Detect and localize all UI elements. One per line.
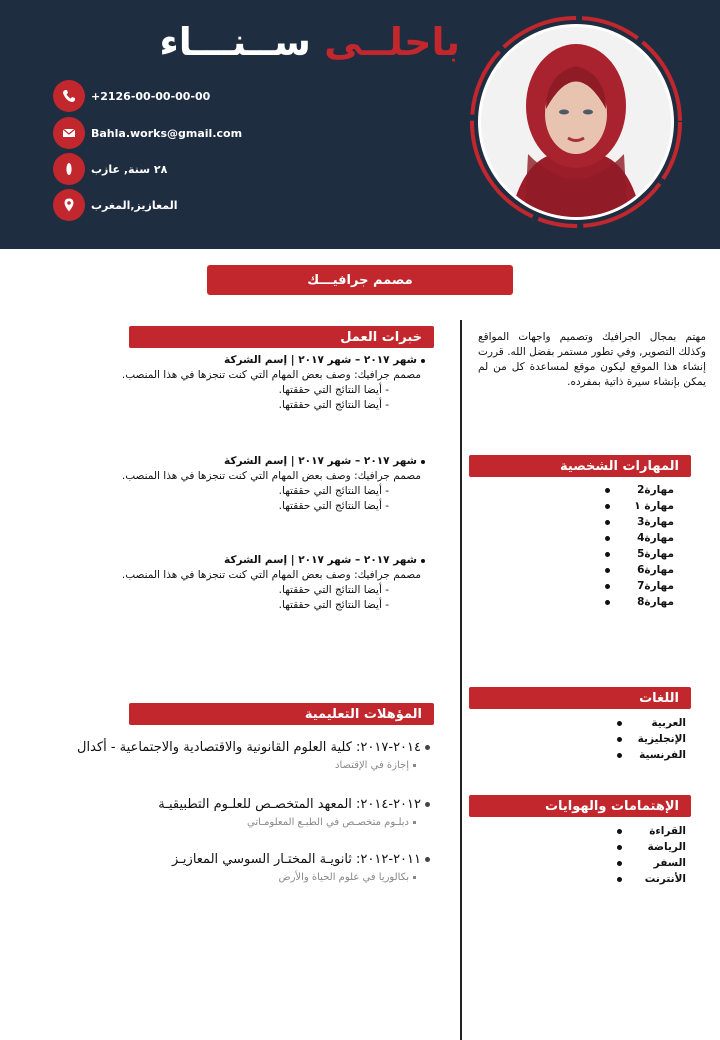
list-item: مهارة4 [593,530,674,546]
hobbies-heading: الإهتمامات والهوايات [469,795,691,817]
name-last: ســنـــاء [159,20,311,64]
list-item: الفرنسية [605,747,686,763]
experience-heading: خبرات العمل [129,326,434,348]
education-entry: ٢٠١٢-٢٠١٤: المعهد المتخصـص للعلـوم التطبيقيـة دبلـوم متخصـص في الطبـع المعلومـاتي [60,797,430,828]
list-item: الإنجليزية [605,731,686,747]
list-item: مهارة7 [593,578,674,594]
education-heading: المؤهلات التعليمية [129,703,434,725]
list-item: مهارة ١ [593,498,674,514]
about-text: مهتم بمجال الجرافيك وتصميم واجهات المواقع وكذلك التصوير, وفي تطور مستمر بفضل الله. قررت إنشاء هذا الموقع ليكون موقع لمساعدة كل من لم يمكن بإنشاء سيرة ذاتية بمفرده. [478,331,706,388]
list-item: مهارة5 [593,546,674,562]
column-divider [460,320,462,1040]
job-entry: شهر ٢٠١٧ – شهر ٢٠١٧ | إسم الشركة مصمم جرافيك: وصف بعض المهام التي كنت تنجزها في هذا المنصب. - أيضا النتائج التي حققتها. - أيضا النتائج التي حققتها. [100,454,425,514]
list-item: مهارة2 [593,482,674,498]
job-entry: شهر ٢٠١٧ – شهر ٢٠١٧ | إسم الشركة مصمم جرافيك: وصف بعض المهام التي كنت تنجزها في هذا المنصب. - أيضا النتائج التي حققتها. - أيضا النتائج التي حققتها. [100,553,425,613]
phone-icon [53,80,85,112]
job-entry: شهر ٢٠١٧ – شهر ٢٠١٧ | إسم الشركة مصمم جرافيك: وصف بعض المهام التي كنت تنجزها في هذا المنصب. - أيضا النتائج التي حققتها. - أيضا النتائج التي حققتها. [100,353,425,413]
skills-heading: المهارات الشخصية [469,455,691,477]
education-entry: ٢٠١٤-٢٠١٧: كلية العلوم القانونية والاقتصادية والاجتماعية - أكدال إجازة في الإقتصاد [60,740,430,771]
header [0,0,720,249]
contact-location [53,189,177,221]
skills-list [593,482,674,610]
list-item: الرياضة [605,839,686,855]
contact-email [53,117,242,149]
contact-age [53,153,167,185]
list-item: القراءة [605,823,686,839]
education-entry: ٢٠١١-٢٠١٢: ثانويـة المختـار السوسي المعازيـز بكالوريا في علوم الحياة والأرض [60,852,430,883]
age-text: ٢٨ سنة, عازب [91,162,168,176]
list-item: مهارة3 [593,514,674,530]
list-item: السفر [605,855,686,871]
languages-list [605,715,686,763]
contact-phone [53,80,210,112]
list-item: العربية [605,715,686,731]
location-text: المعازيز,المغرب [91,198,178,212]
languages-heading: اللغات [469,687,691,709]
email-text: Bahla.works@gmail.com [91,126,243,140]
hobbies-list [605,823,686,887]
person-name [159,20,460,64]
list-item: مهارة6 [593,562,674,578]
profile-photo [468,14,684,230]
name-first: باحلــى [324,20,460,64]
location-pin-icon [53,189,85,221]
job-title-bar: مصمم جرافيـــك [207,265,513,295]
mail-icon [53,117,85,149]
list-item: الأنترنت [605,871,686,887]
person-icon [53,153,85,185]
phone-text: +2126-00-00-00-00 [91,89,211,103]
list-item: مهارة8 [593,594,674,610]
